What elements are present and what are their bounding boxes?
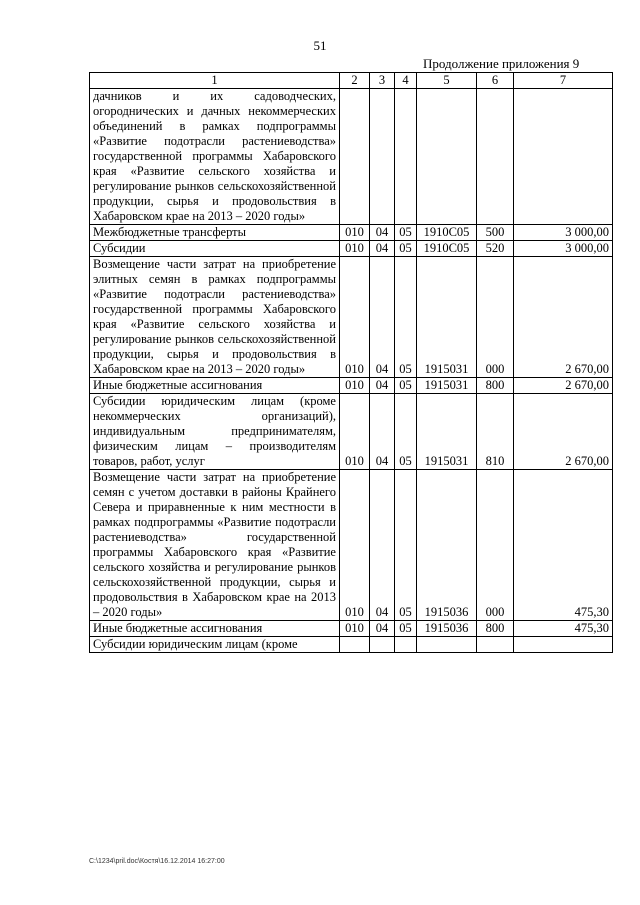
row-description: дачников и их садоводческих, огороднических и дачных некоммерческих объединений в рамках подпрограммы «Развитие подотрасли растениеводства» государственной программы Хабаровского края «Развитие сельского хозяйства и регулирование рынков сельскохозяйственной продукции, сырья и продовольствия в Хабаровском крае на 2013 – 2020 годы» [90, 89, 340, 225]
expense-type-code: 500 [477, 225, 514, 241]
chapter-code [340, 89, 370, 225]
expense-type-code: 800 [477, 621, 514, 637]
header-col-5: 5 [417, 73, 477, 89]
table-row [90, 637, 613, 653]
subsection-code: 05 [395, 621, 417, 637]
target-article-code: 1915031 [417, 378, 477, 394]
table-row [90, 225, 613, 241]
row-description: Возмещение части затрат на приобретение элитных семян в рамках подпрограммы «Развитие подотрасли растениеводства» государственной программы Хабаровского края «Развитие сельского хозяйства и регулирование рынков сельскохозяйственной продукции, сырья и продовольствия в Хабаровском крае на 2013 – 2020 годы» [90, 257, 340, 378]
amount: 2 670,00 [514, 378, 613, 394]
table-row [90, 394, 613, 470]
header-col-3: 3 [370, 73, 395, 89]
section-code [370, 89, 395, 225]
page-number: 51 [313, 38, 327, 53]
section-code: 04 [370, 257, 395, 378]
section-code [370, 637, 395, 653]
chapter-code: 010 [340, 621, 370, 637]
subsection-code: 05 [395, 378, 417, 394]
expense-type-code: 000 [477, 257, 514, 378]
amount: 3 000,00 [514, 225, 613, 241]
amount [514, 637, 613, 653]
header-col-7: 7 [514, 73, 613, 89]
table-row [90, 470, 613, 621]
section-code: 04 [370, 225, 395, 241]
continuation-caption: Продолжение приложения 9 [423, 56, 580, 71]
subsection-code: 05 [395, 241, 417, 257]
section-code: 04 [370, 470, 395, 621]
target-article-code: 1915036 [417, 621, 477, 637]
row-description: Иные бюджетные ассигнования [90, 621, 340, 637]
expense-type-code: 800 [477, 378, 514, 394]
amount: 2 670,00 [514, 257, 613, 378]
subsection-code: 05 [395, 470, 417, 621]
table-row [90, 621, 613, 637]
table-row [90, 257, 613, 378]
section-code: 04 [370, 241, 395, 257]
table-row [90, 241, 613, 257]
chapter-code: 010 [340, 257, 370, 378]
header-col-1: 1 [90, 73, 340, 89]
amount: 3 000,00 [514, 241, 613, 257]
header-col-4: 4 [395, 73, 417, 89]
target-article-code: 1915031 [417, 257, 477, 378]
section-code: 04 [370, 621, 395, 637]
expense-type-code: 000 [477, 470, 514, 621]
subsection-code [395, 637, 417, 653]
amount: 2 670,00 [514, 394, 613, 470]
subsection-code [395, 89, 417, 225]
chapter-code: 010 [340, 470, 370, 621]
row-description: Субсидии юридическим лицам (кроме некоммерческих организаций), индивидуальным предпринимателям, физическим лицам – производителям товаров, работ, услуг [90, 394, 340, 470]
amount [514, 89, 613, 225]
table-row [90, 378, 613, 394]
expense-type-code [477, 637, 514, 653]
expense-type-code: 810 [477, 394, 514, 470]
chapter-code: 010 [340, 394, 370, 470]
header-row [90, 73, 613, 89]
target-article-code [417, 89, 477, 225]
subsection-code: 05 [395, 257, 417, 378]
subsection-code: 05 [395, 394, 417, 470]
target-article-code: 1915031 [417, 394, 477, 470]
header-col-2: 2 [340, 73, 370, 89]
table-row [90, 89, 613, 225]
expense-type-code: 520 [477, 241, 514, 257]
row-description: Иные бюджетные ассигнования [90, 378, 340, 394]
chapter-code: 010 [340, 225, 370, 241]
header-col-6: 6 [477, 73, 514, 89]
row-description: Субсидии [90, 241, 340, 257]
section-code: 04 [370, 394, 395, 470]
row-description: Субсидии юридическим лицам (кроме [90, 637, 340, 653]
amount: 475,30 [514, 621, 613, 637]
expense-type-code [477, 89, 514, 225]
chapter-code: 010 [340, 378, 370, 394]
chapter-code: 010 [340, 241, 370, 257]
target-article-code: 1910С05 [417, 225, 477, 241]
row-description: Межбюджетные трансферты [90, 225, 340, 241]
target-article-code [417, 637, 477, 653]
subsection-code: 05 [395, 225, 417, 241]
budget-table [89, 72, 613, 653]
target-article-code: 1910С05 [417, 241, 477, 257]
section-code: 04 [370, 378, 395, 394]
target-article-code: 1915036 [417, 470, 477, 621]
row-description: Возмещение части затрат на приобретение семян с учетом доставки в районы Крайнего Севера и приравненные к ним местности в рамках подпрограммы «Развитие подотрасли растениеводства» государственной программы Хабаровского края «Развитие сельского хозяйства и регулирование рынков сельскохозяйственной продукции, сырья и продовольствия в Хабаровском крае на 2013 – 2020 годы» [90, 470, 340, 621]
amount: 475,30 [514, 470, 613, 621]
file-path-footer: C:\1234\pril.doc\Костя\16.12.2014 16:27:00 [89, 858, 225, 865]
chapter-code [340, 637, 370, 653]
